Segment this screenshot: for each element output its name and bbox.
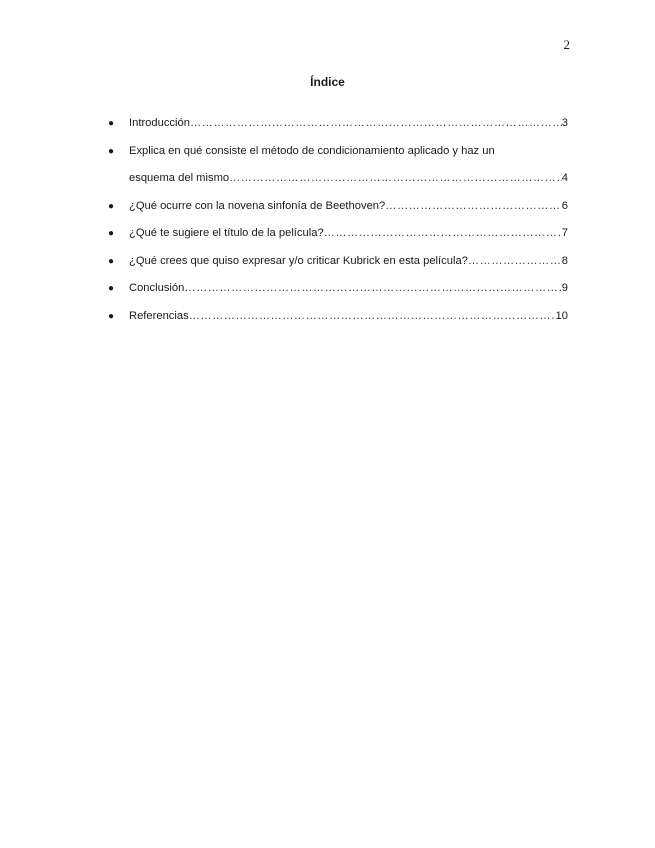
- toc-entry-page: 7: [561, 227, 568, 239]
- bullet-icon: ●: [108, 145, 115, 157]
- toc-entry-page: 8: [561, 254, 568, 267]
- toc-entry-references: [108, 303, 568, 331]
- dot-leader: [189, 303, 556, 331]
- index-title: Índice: [310, 75, 345, 89]
- toc-entry-method: [108, 138, 568, 193]
- toc-entry-page: 9: [561, 282, 568, 294]
- toc-entry-text: ¿Qué crees que quiso expresar y/o criticar Kubrick en esta película?: [129, 254, 468, 267]
- toc-entry-page: 10: [555, 309, 568, 322]
- dot-leader: [184, 275, 561, 303]
- toc-entry-text: esquema del mismo: [129, 172, 230, 184]
- page-number: 2: [563, 37, 570, 52]
- toc-entry-beethoven: [108, 193, 568, 221]
- toc-entry-kubrick: [108, 248, 568, 276]
- toc-entry-text: Conclusión: [129, 282, 185, 294]
- bullet-icon: ●: [108, 118, 115, 129]
- bullet-icon: ●: [108, 255, 115, 267]
- bullet-icon: ●: [108, 200, 115, 212]
- toc-entry-title-meaning: [108, 220, 568, 248]
- bullet-icon: ●: [108, 310, 115, 322]
- toc-entry-page: 3: [561, 117, 568, 129]
- toc-entry-text-line1: Explica en qué consiste el método de condicionamiento aplicado y haz un: [129, 144, 495, 157]
- toc-entry-page: 4: [561, 172, 568, 184]
- dot-leader: [324, 220, 562, 248]
- toc-entry-text: ¿Qué te sugiere el título de la película?: [129, 227, 324, 239]
- toc-entry-text: ¿Qué ocurre con la novena sinfonía de Beethoven?: [129, 199, 386, 212]
- toc-entry-text: Introducción: [129, 117, 190, 129]
- toc-entry-conclusion: [108, 275, 568, 303]
- toc-entry-introduction: [108, 110, 568, 138]
- dot-leader: [385, 193, 562, 221]
- bullet-icon: ●: [108, 228, 115, 239]
- dot-leader: [229, 165, 562, 193]
- dot-leader: [468, 248, 562, 276]
- toc-entry-page: 6: [561, 199, 568, 212]
- bullet-icon: ●: [108, 283, 115, 294]
- table-of-contents: [108, 110, 568, 330]
- toc-entry-text: Referencias: [129, 309, 189, 322]
- dot-leader: [190, 110, 562, 138]
